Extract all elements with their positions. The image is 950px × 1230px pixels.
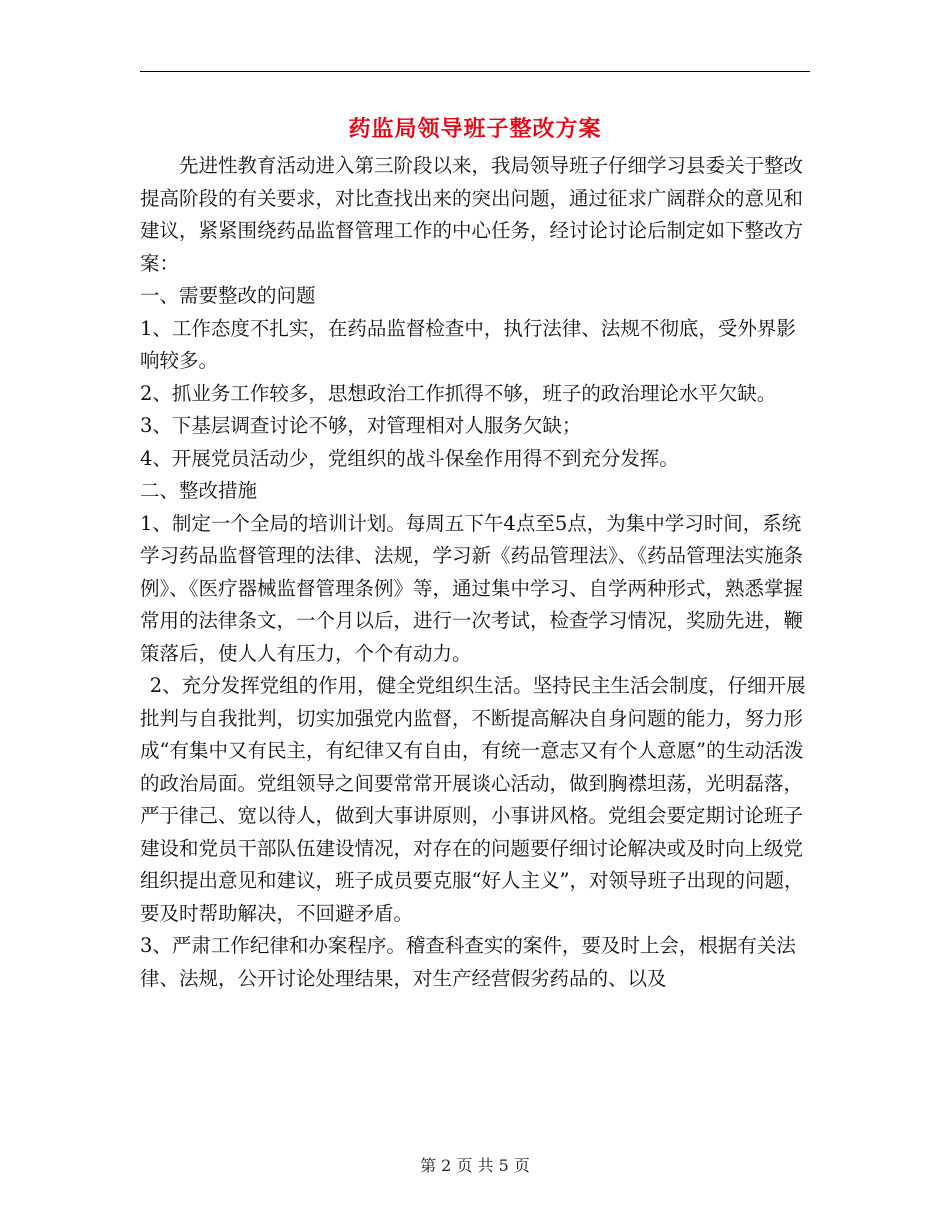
problem-item-2: 2、抓业务工作较多，思想政治工作抓得不够，班子的政治理论水平欠缺。 [140, 381, 777, 405]
section-heading-problems: 一、需要整改的问题 [140, 284, 316, 307]
page-footer: 第 2 页 共 5 页 [420, 1156, 530, 1175]
measure-item-2: 2、充分发挥党组的作用，健全党组织生活。坚持民主生活会制度，仔细开展批判与自我批判，切实加强党内监督，不断提高解决自身问题的能力，努力形成“有集中又有民主，有纪律又有自由，有统一意志又有个人意愿”的生动活泼的政治局面。党组领导之间要常常开展谈心活动，做到胸襟坦荡，光明磊落，严于律己、宽以待人，做到大事讲原则，小事讲风格。党组会要定期讨论班子建设和党员干部队伍建设情况，对存在的问题要仔细讨论解决或及时向上级党组织提出意见和建议，班子成员要克服“好人主义”，对领导班子出现的问题，要及时帮助解决，不回避矛盾。 [140, 674, 806, 925]
section-heading-measures: 二、整改措施 [140, 479, 258, 502]
document-title: 药监局领导班子整改方案 [348, 116, 602, 142]
document-body [140, 150, 812, 995]
header-rule [140, 71, 810, 72]
measure-item-3: 3、严肃工作纪律和办案程序。稽查科查实的案件，要及时上会，根据有关法律、法规，公开讨论处理结果，对生产经营假劣药品的、以及 [140, 934, 796, 990]
intro-paragraph: 先进性教育活动进入第三阶段以来，我局领导班子仔细学习县委关于整改提高阶段的有关要求，对比查找出来的突出问题，通过征求广阔群众的意见和建议，紧紧围绕药品监督管理工作的中心任务，经讨论讨论后制定如下整改方案： [140, 154, 804, 275]
problem-item-3: 3、下基层调查讨论不够，对管理相对人服务欠缺； [140, 414, 582, 437]
problem-item-4: 4、开展党员活动少，党组织的战斗保垒作用得不到充分发挥。 [140, 446, 679, 470]
problem-item-1: 1、工作态度不扎实，在药品监督检查中，执行法律、法规不彻底，受外界影响较多。 [140, 316, 796, 372]
measure-item-1: 1、制定一个全局的培训计划。每周五下午4点至5点，为集中学习时间，系统学习药品监督管理的法律、法规，学习新《药品管理法》、《药品管理法实施条例》、《医疗器械监督管理条例》等，通过集中学习、自学两种形式，熟悉掌握常用的法律条文，一个月以后，进行一次考试，检查学习情况，奖励先进，鞭策落后，使人人有压力，个个有动力。 [140, 511, 804, 665]
